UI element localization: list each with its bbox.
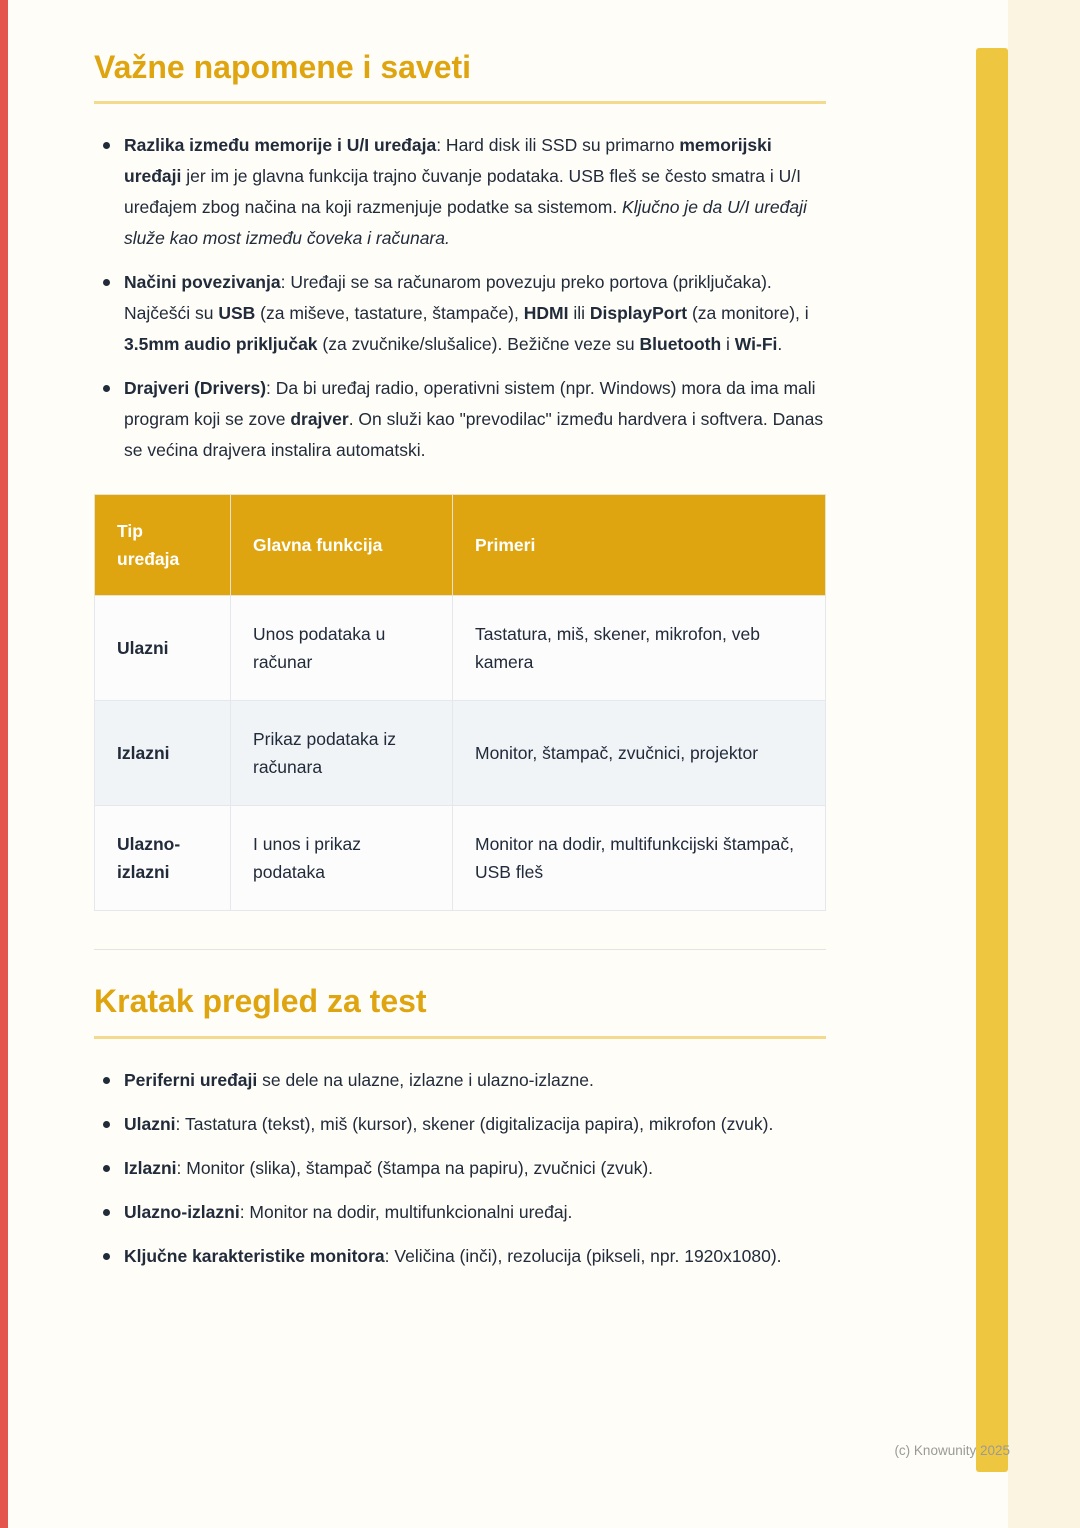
bullet-text — [124, 272, 809, 354]
bullet-item — [94, 1241, 826, 1272]
bullet-dot — [103, 279, 110, 286]
text-segment: Bluetooth — [639, 334, 722, 355]
bullet-text — [124, 1070, 594, 1090]
text-segment: se dele na ulazne, izlazne i ulazno-izlazne. — [257, 1069, 594, 1090]
bullet-item — [94, 1109, 826, 1140]
table-row — [95, 806, 826, 911]
text-segment: 3.5mm audio priključak — [124, 334, 318, 355]
footer-credit: (c) Knowunity 2025 — [894, 1443, 1010, 1458]
table-row — [95, 701, 826, 806]
text-segment: jer im je glavna funkcija trajno čuvanje podataka. USB fleš se često smatra i U/I uređajem zbog načina na koji razmenjuje podatke sa sistemom. — [124, 166, 801, 218]
text-segment: (za monitore), i — [687, 303, 809, 324]
text-segment: memorijski uređaji — [124, 135, 772, 187]
bullet-item — [94, 1065, 826, 1096]
notes-bullet-list — [94, 130, 826, 466]
table-header-cell: Primeri — [453, 495, 826, 596]
text-segment: Ključno je da U/I uređaji služe kao most između čoveka i računara. — [124, 197, 807, 249]
text-segment: : Veličina (inči), rezolucija (pikseli, npr. 1920x1080). — [384, 1245, 782, 1266]
text-segment: Drajveri (Drivers) — [124, 378, 267, 399]
bullet-text — [124, 1114, 773, 1134]
text-segment: . — [777, 334, 783, 355]
text-segment: DisplayPort — [589, 303, 688, 324]
heading-underline — [94, 1036, 826, 1039]
bullet-dot — [103, 1253, 110, 1260]
table-cell: Ulazno-izlazni — [95, 806, 231, 911]
bullet-dot — [103, 142, 110, 149]
table-cell: Prikaz podataka iz računara — [231, 701, 453, 806]
table-header-cell: Tip uređaja — [95, 495, 231, 596]
devices-table — [94, 494, 826, 911]
text-segment: Periferni uređaji — [124, 1069, 258, 1090]
text-segment: HDMI — [523, 303, 569, 324]
bullet-item — [94, 1197, 826, 1228]
text-segment: : Monitor na dodir, multifunkcionalni uređaj. — [239, 1201, 573, 1222]
table-cell: I unos i prikaz podataka — [231, 806, 453, 911]
table-cell: Unos podataka u računar — [231, 596, 453, 701]
text-segment: : Da bi uređaj radio, operativni sistem (npr. Windows) mora da ima mali program koji se zove — [124, 378, 816, 430]
table-cell: Ulazni — [95, 596, 231, 701]
text-segment: Izlazni — [124, 1157, 177, 1178]
right-margin-band — [1008, 0, 1080, 1528]
bullet-item — [94, 267, 826, 360]
bullet-item — [94, 1153, 826, 1184]
table-row — [95, 596, 826, 701]
section-title-review: Kratak pregled za test — [94, 983, 427, 1020]
bullet-item — [94, 130, 826, 254]
table-header-cell: Glavna funkcija — [231, 495, 453, 596]
bullet-item — [94, 373, 826, 466]
bullet-dot — [103, 1165, 110, 1172]
table-cell: Izlazni — [95, 701, 231, 806]
bullet-dot — [103, 1121, 110, 1128]
table-cell: Monitor, štampač, zvučnici, projektor — [453, 701, 826, 806]
page-content — [94, 48, 826, 1285]
table-cell: Monitor na dodir, multifunkcijski štampač, USB fleš — [453, 806, 826, 911]
section-divider — [94, 949, 826, 950]
text-segment: (za zvučnike/slušalice). Bežične veze su — [317, 334, 640, 355]
bullet-dot — [103, 1209, 110, 1216]
bullet-dot — [103, 385, 110, 392]
text-segment: (za miševe, tastature, štampače), — [255, 303, 524, 324]
text-segment: Ulazni — [124, 1113, 176, 1134]
review-bullet-list — [94, 1065, 826, 1272]
text-segment: : Tastatura (tekst), miš (kursor), skener (digitalizacija papira), mikrofon (zvuk). — [175, 1113, 774, 1134]
text-segment: ili — [568, 303, 590, 324]
table-cell: Tastatura, miš, skener, mikrofon, veb kamera — [453, 596, 826, 701]
text-segment: Ulazno-izlazni — [124, 1201, 240, 1222]
bullet-text — [124, 1158, 653, 1178]
text-segment: USB — [218, 303, 256, 324]
right-accent-bar — [976, 48, 1008, 1472]
text-segment: . On služi kao "prevodilac" između hardvera i softvera. Danas se većina drajvera instalira automatski. — [124, 409, 824, 461]
text-segment: : Uređaji se sa računarom povezuju preko portova (priključaka). Najčešći su — [124, 272, 772, 324]
text-segment: : Hard disk ili SSD su primarno — [436, 135, 680, 156]
bullet-text — [124, 378, 823, 460]
text-segment: : Monitor (slika), štampač (štampa na papiru), zvučnici (zvuk). — [176, 1157, 654, 1178]
bullet-text — [124, 1246, 782, 1266]
heading-underline — [94, 101, 826, 104]
section-title-notes: Važne napomene i saveti — [94, 49, 472, 85]
bullet-dot — [103, 1077, 110, 1084]
table-header-row — [95, 495, 826, 596]
text-segment: drajver — [290, 409, 349, 430]
text-segment: Razlika između memorije i U/I uređaja — [124, 135, 437, 156]
text-segment: Načini povezivanja — [124, 272, 281, 293]
left-accent-bar — [0, 0, 8, 1528]
bullet-text — [124, 1202, 572, 1222]
bullet-text — [124, 135, 807, 248]
text-segment: Ključne karakteristike monitora — [124, 1245, 385, 1266]
text-segment: i — [721, 334, 735, 355]
text-segment: Wi-Fi — [734, 334, 778, 355]
